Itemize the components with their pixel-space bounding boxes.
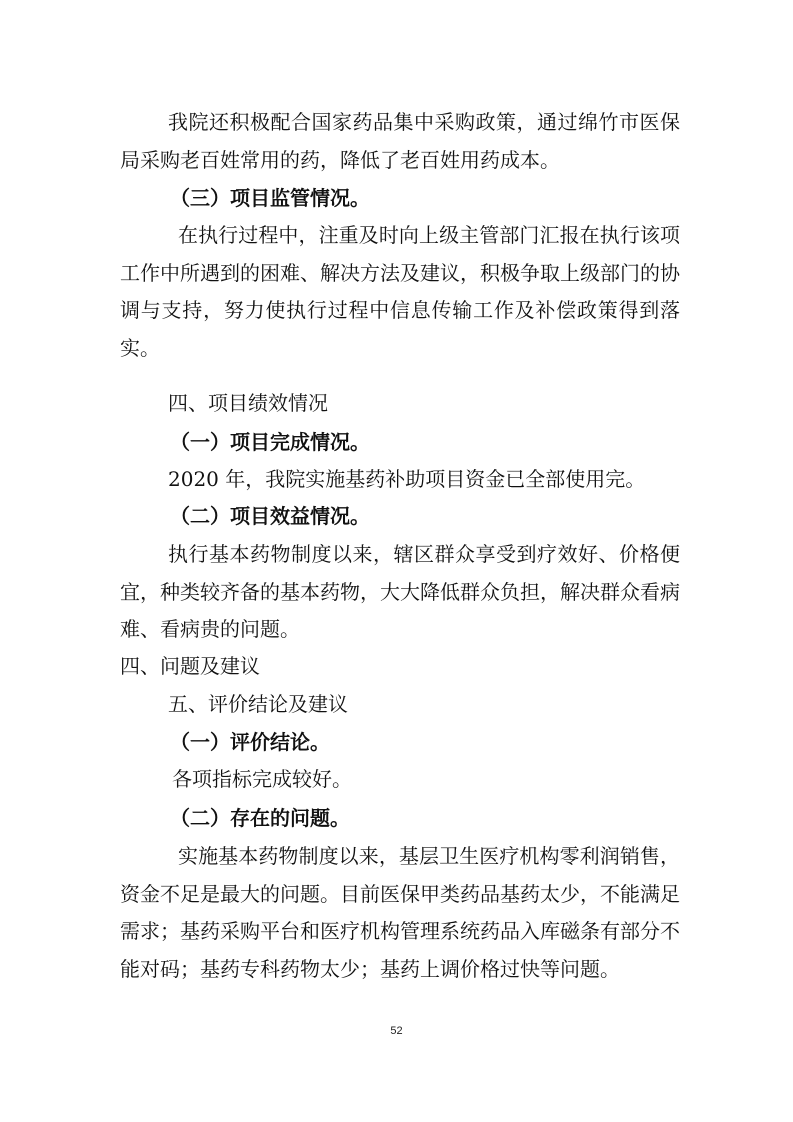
heading-existing-problems: （二）存在的问题。 bbox=[170, 806, 350, 830]
heading-project-supervision: （三）项目监管情况。 bbox=[170, 186, 370, 210]
paragraph-conclusion: 各项指标完成较好。 bbox=[172, 767, 352, 791]
heading-evaluation-conclusion: 五、评价结论及建议 bbox=[168, 692, 348, 716]
heading-conclusion: （一）评价结论。 bbox=[170, 730, 330, 754]
paragraph-completion: 2020 年，我院实施基药补助项目资金已全部使用完。 bbox=[168, 467, 646, 491]
paragraph-supervision: 在执行过程中，注重及时向上级主管部门汇报在执行该项工作中所遇到的困难、解决方法及建议，积极争取上级部门的协调与支持，努力使执行过程中信息传输工作及补偿政策得到落实。 bbox=[120, 223, 680, 360]
heading-problems-suggestions: 四、问题及建议 bbox=[120, 654, 260, 678]
paragraph-benefit: 执行基本药物制度以来，辖区群众享受到疗效好、价格便宜，种类较齐备的基本药物，大大降低群众负担，解决群众看病难、看病贵的问题。 bbox=[120, 542, 680, 641]
heading-project-completion: （一）项目完成情况。 bbox=[170, 430, 370, 454]
heading-project-performance: 四、项目绩效情况 bbox=[168, 391, 328, 415]
paragraph-procurement: 我院还积极配合国家药品集中采购政策，通过绵竹市医保局采购老百姓常用的药，降低了老百姓用药成本。 bbox=[120, 110, 680, 172]
paragraph-problems: 实施基本药物制度以来，基层卫生医疗机构零利润销售，资金不足是最大的问题。目前医保甲类药品基药太少，不能满足需求；基药采购平台和医疗机构管理系统药品入库磁条有部分不能对码；基药专科药物太少；基药上调价格过快等问题。 bbox=[120, 844, 680, 981]
page-number: 52 bbox=[390, 1025, 403, 1037]
heading-project-benefit: （二）项目效益情况。 bbox=[170, 504, 370, 528]
